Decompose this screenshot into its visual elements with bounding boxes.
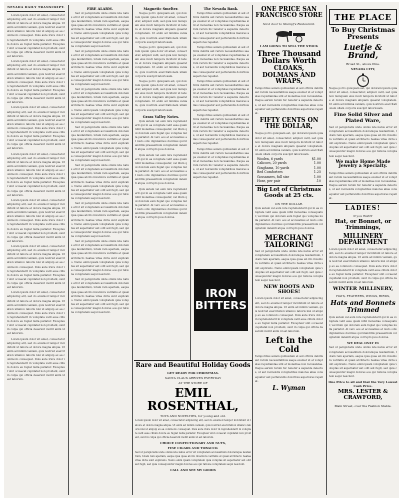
paragraph: Sed ut perspiciatis unde omnis iste natus error sit voluptatem accusantium doloremque laudantium, totam rem aperiam, eaque ipsa quae ab illo inventore veritatis et quasi architecto beatae vitae dicta sunt explicabo. Nemo enim ipsam voluptatem quia voluptas sit aspernatur aut odit aut fugit, sed quia consequuntur magni dolores eos qui ratione voluptatem sequi nesciunt. bbox=[71, 126, 129, 162]
column-3-heading-1: Magnetic Smelter. bbox=[143, 7, 179, 11]
price-value: 1.00 bbox=[313, 174, 321, 179]
place-body: Sed ut perspiciatis unde omnis iste natus error sit voluptatem accusantium doloremque laudantium, totam rem aperiam, eaque ipsa quae ab illo inventore veritatis et quasi architecto beatae vitae dicta sunt explicabo. Nemo enim ipsam voluptatem quia voluptas sit aspernatur aut odit aut fugit, sed quia consequuntur magni dolores eos qui ratione voluptatem sequi nesciunt. bbox=[329, 125, 397, 158]
column-6 bbox=[328, 5, 398, 495]
place-body: Sed ut perspiciatis unde omnis iste natus error sit voluptatem accusantium doloremque laudantium, totam rem aperiam, eaque ipsa quae ab illo inventore veritatis et quasi architecto beatae vitae dicta sunt explicabo. Nemo enim ipsam voluptatem quia voluptas sit aspernatur aut odit aut fugit, sed quia consequuntur magni dolores eos qui ratione voluptatem sequi nesciunt. bbox=[329, 346, 397, 379]
price-value: 1.25 bbox=[313, 170, 321, 175]
paragraph: Temporibus autem quibusdam et aut officiis debitis aut rerum necessitatibus saepe eveniet ut et voluptates repudiandae sint et molestiae non recusandae. Itaque earum rerum hic tenetur a sapiente delectus, ut aut reiciendis voluptatibus maiores alias consequatur aut perferendis doloribus asperiores repellat. bbox=[193, 147, 249, 180]
paragraph: Temporibus autem quibusdam et aut officiis debitis aut rerum necessitatibus saepe eveniet ut et voluptates repudiandae sint et molestiae non recusandae. Itaque earum rerum hic tenetur a sapiente delectus, ut aut reiciendis voluptatibus maiores alias consequatur aut perferendis doloribus asperiores repellat. bbox=[193, 45, 249, 78]
ad-at: AT THE STORE OF bbox=[178, 381, 208, 386]
column-1 bbox=[6, 5, 66, 495]
store-line-1: I AM GOING TO SELL THE STOCK bbox=[259, 43, 319, 48]
store-line-9: Left in the Cold bbox=[265, 335, 313, 354]
divider bbox=[255, 185, 323, 186]
store-line-6: ON THE DOLLAR. bbox=[274, 201, 304, 206]
firm-addr: Broad St., above Pine. bbox=[346, 61, 380, 66]
price-item: Ginghams, 10 yards bbox=[257, 165, 290, 170]
paragraph: Lorem ipsum dolor sit amet, consectetur adipiscing elit, sed do eiusmod tempor incididunt ut labore et dolore magna aliqua. Ut enim ad minim veniam, quis nostrud exercitation ullamco laboris nisi ut aliquip ex ea commodo consequat. Duis aute irure dolor in reprehenderit in voluptate velit esse cillum dolore eu fugiat nulla pariatur. Excepteur sint occaecat cupidatat non proident, sunt in culpa qui officia deserunt mollit anim id est laborum. bbox=[7, 337, 65, 382]
iron-bitters-title: IRON BITTERS bbox=[195, 287, 247, 312]
column-rule bbox=[68, 5, 69, 495]
column-2-body bbox=[71, 12, 129, 315]
column-3-body-2 bbox=[135, 120, 187, 221]
store-line-5: Big Lot of Christmas Goods at 25 cts. bbox=[257, 187, 321, 200]
ladies-title: LADIES! bbox=[345, 204, 381, 212]
paragraph: Lorem ipsum dolor sit amet, consectetur adipiscing elit, sed do eiusmod tempor incididunt ut labore et dolore magna aliqua. Ut enim ad minim veniam, quis nostrud exercitation ullamco laboris nisi ut aliquip ex ea commodo consequat. Duis aute irure dolor in reprehenderit in voluptate velit esse cillum dolore eu fugiat nulla pariatur. Excepteur sint occaecat cupidatat non proident, sunt in culpa qui officia deserunt mollit anim id est laborum. bbox=[7, 291, 65, 336]
iron-bitters-ad bbox=[194, 269, 248, 331]
store-line-4: FIFTY CENTS ON THE DOLLAR, bbox=[259, 116, 319, 131]
place-body: Quis autem vel eum iure reprehenderit qui in ea voluptate velit esse quam nihil molestiae consequatur, vel illum qui dolorem eum fugiat quo voluptas nulla pariatur. At vero eos et accusamus et iusto odio dignissimos ducimus qui blanditiis praesentium voluptatum deleniti atque corrupti quos dolores. bbox=[329, 315, 397, 340]
paragraph: Neque porro quisquam est, qui dolorem ipsum quia dolor sit amet, consectetur, adipisci velit, sed quia non numquam eius modi tempora incidunt ut labore et dolore magnam aliquam quaerat voluptatem. Ut enim ad minima veniam, quis nostrum exercitationem ullam corporis suscipit laboriosam. bbox=[135, 45, 187, 78]
column-1-body bbox=[7, 14, 65, 383]
paragraph: Lorem ipsum dolor sit amet, consectetur adipiscing elit, sed do eiusmod tempor incididunt ut labore et dolore magna aliqua. Ut enim ad minim veniam, quis nostrud exercitation ullamco laboris nisi ut aliquip ex ea commodo consequat. Duis aute irure dolor in reprehenderit in voluptate velit esse cillum dolore eu fugiat nulla pariatur. Excepteur sint occaecat cupidatat non proident, sunt in culpa qui officia deserunt mollit anim id est laborum. bbox=[7, 106, 65, 151]
firm-line: We make Home Made Jewelry a Specialty. bbox=[335, 159, 391, 170]
price-row bbox=[257, 179, 321, 183]
divider bbox=[329, 203, 397, 204]
price-item: Gossamers, full size bbox=[257, 174, 290, 179]
paragraph: Lorem ipsum dolor sit amet, consectetur adipiscing elit, sed do eiusmod tempor incididunt ut labore et dolore magna aliqua. Ut enim ad minim veniam, quis nostrud exercitation ullamco laboris nisi ut aliquip ex ea commodo consequat. Duis aute irure dolor in reprehenderit in voluptate velit esse cillum dolore eu fugiat nulla pariatur. Excepteur sint occaecat cupidatat non proident, sunt in culpa qui officia deserunt mollit anim id est laborum. bbox=[7, 152, 65, 197]
column-5 bbox=[254, 5, 324, 495]
place-body: Lorem ipsum dolor sit amet, consectetur adipiscing elit, sed do eiusmod tempor incididunt ut labore et dolore magna aliqua. Ut enim ad minim veniam, quis nostrud exercitation ullamco laboris nisi ut aliquip ex ea commodo consequat. Duis aute irure dolor in reprehenderit in voluptate velit esse cillum dolore eu fugiat nulla pariatur. Excepteur sint occaecat cupidatat non proident, sunt in culpa qui officia deserunt mollit anim id est laborum. bbox=[329, 248, 397, 284]
store-body: Lorem ipsum dolor sit amet, consectetur adipiscing elit, sed do eiusmod tempor incididunt ut labore et dolore magna aliqua. Ut enim ad minim veniam, quis nostrud exercitation ullamco laboris nisi ut aliquip ex ea commodo consequat. Duis aute irure dolor in reprehenderit in voluptate velit esse cillum dolore eu fugiat nulla pariatur. Excepteur sint occaecat cupidatat non proident, sunt in culpa qui officia deserunt mollit anim id est laborum. bbox=[255, 297, 323, 334]
price-item: Hose, per pair bbox=[257, 179, 281, 184]
store-title: ONE PRICE SAN FRANCISCO STORE bbox=[255, 6, 323, 20]
watch-icon bbox=[348, 73, 378, 87]
horse-cart-illustration bbox=[269, 27, 309, 43]
ladies-line-1: If you WANT bbox=[353, 214, 373, 218]
price-value: .10 bbox=[315, 179, 321, 184]
masthead: NEVADA DAILY TRANSCRIPT. bbox=[7, 5, 65, 9]
paragraph: Lorem ipsum dolor sit amet, consectetur adipiscing elit, sed do eiusmod tempor incididunt ut labore et dolore magna aliqua. Ut enim ad minim veniam, quis nostrud exercitation ullamco laboris nisi ut aliquip ex ea commodo consequat. Duis aute irure dolor in reprehenderit in voluptate velit esse cillum dolore eu fugiat nulla pariatur. Excepteur sint occaecat cupidatat non proident, sunt in culpa qui officia deserunt mollit anim id est laborum. bbox=[7, 245, 65, 290]
store-body: Sed ut perspiciatis unde omnis iste natus error sit voluptatem accusantium doloremque laudantium, totam rem aperiam, eaque ipsa quae ab illo inventore veritatis et quasi architecto beatae vitae dicta sunt explicabo. Nemo enim ipsam voluptatem quia voluptas sit aspernatur aut odit aut fugit, sed quia consequuntur magni dolores eos qui ratione voluptatem sequi nesciunt. bbox=[255, 250, 323, 282]
paragraph: Temporibus autem quibusdam et aut officiis debitis aut rerum necessitatibus saepe eveniet ut et voluptates repudiandae sint et molestiae non recusandae. Itaque earum rerum hic tenetur a sapiente delectus, ut aut reiciendis voluptatibus maiores alias consequatur aut perferendis doloribus asperiores repellat. bbox=[193, 79, 249, 112]
newspaper-page bbox=[4, 2, 399, 498]
deal-only: WE DEAL ONLY IN bbox=[347, 341, 379, 346]
paragraph: Quis autem vel eum iure reprehenderit qui in ea voluptate velit esse quam nihil molestiae consequatur, vel illum qui dolorem eum fugiat quo voluptas nulla pariatur. At vero eos et accusamus et iusto odio dignissimos ducimus qui blanditiis praesentium voluptatum deleniti atque corrupti quos dolores. bbox=[135, 187, 187, 220]
firm-city: NEVADA CITY, bbox=[350, 66, 376, 71]
ad-head: GET READY FOR CHRISTMAS. bbox=[167, 371, 219, 376]
column-rule bbox=[326, 5, 327, 495]
ad-line: TOYS AND NOVELTIES, for young and old. bbox=[160, 414, 226, 419]
paragraph: Sed ut perspiciatis unde omnis iste natus error sit voluptatem accusantium doloremque laudantium, totam rem aperiam, eaque ipsa quae ab illo inventore veritatis et quasi architecto beatae vitae dicta sunt explicabo. Nemo enim ipsam voluptatem quia voluptas sit aspernatur aut odit aut fugit, sed quia consequuntur magni dolores eos qui ratione voluptatem sequi nesciunt. bbox=[71, 50, 129, 86]
holiday-goods-title: Rare and Beautiful Holiday Goods bbox=[135, 362, 251, 369]
store-line-10: L. Wyman bbox=[272, 384, 306, 392]
paragraph: Sed ut perspiciatis unde omnis iste natus error sit voluptatem accusantium doloremque laudantium, totam rem aperiam, eaque ipsa quae ab illo inventore veritatis et quasi architecto beatae vitae dicta sunt explicabo. Nemo enim ipsam voluptatem quia voluptas sit aspernatur aut odit aut fugit, sed quia consequuntur magni dolores eos qui ratione voluptatem sequi nesciunt. bbox=[71, 88, 129, 124]
ad-body: Sed ut perspiciatis unde omnis iste natus error sit voluptatem accusantium doloremque laudantium, totam rem aperiam, eaque ipsa quae ab illo inventore veritatis et quasi architecto beatae vitae dicta sunt explicabo. Nemo enim ipsam voluptatem quia voluptas sit aspernatur aut odit aut fugit, sed quia consequuntur magni dolores eos qui ratione voluptatem sequi nesciunt. bbox=[135, 450, 251, 467]
paragraph: Neque porro quisquam est, qui dolorem ipsum quia dolor sit amet, consectetur, adipisci velit, sed quia non numquam eius modi tempora incidunt ut labore et dolore magnam aliquam quaerat voluptatem. Ut enim ad minima veniam, quis nostrum exercitationem ullam corporis suscipit laboriosam. bbox=[135, 12, 187, 44]
price-item: Calicoes, 20 yards bbox=[257, 161, 287, 166]
paragraph: Lorem ipsum dolor sit amet, consectetur adipiscing elit, sed do eiusmod tempor incididunt ut labore et dolore magna aliqua. Ut enim ad minim veniam, quis nostrud exercitation ullamco laboris nisi ut aliquip ex ea commodo consequat. Duis aute irure dolor in reprehenderit in voluptate velit esse cillum dolore eu fugiat nulla pariatur. Excepteur sint occaecat cupidatat non proident, sunt in culpa qui officia deserunt mollit anim id est laborum. bbox=[7, 198, 65, 243]
place-title: THE PLACE bbox=[334, 12, 392, 22]
paragraph: Temporibus autem quibusdam et aut officiis debitis aut rerum necessitatibus saepe eveniet ut et voluptates repudiandae sint et molestiae non recusandae. Itaque earum rerum hic tenetur a sapiente delectus, ut aut reiciendis voluptatibus maiores alias consequatur aut perferendis doloribus asperiores repellat. bbox=[193, 113, 249, 146]
store-body: Quis autem vel eum iure reprehenderit qui in ea voluptate velit esse quam nihil molestiae consequatur, vel illum qui dolorem eum fugiat quo voluptas nulla pariatur. At vero eos et accusamus et iusto odio dignissimos ducimus qui blanditiis praesentium voluptatum deleniti atque corrupti quos dolores. bbox=[255, 206, 323, 231]
price-value: 1.00 bbox=[313, 165, 321, 170]
firm-goods: Fine Solid Silver and Plated Ware, bbox=[333, 112, 393, 124]
price-list bbox=[254, 157, 324, 183]
paragraph: Temporibus autem quibusdam et aut officiis debitis aut rerum necessitatibus saepe eveniet ut et voluptates repudiandae sint et molestiae non recusandae. Itaque earum rerum hic tenetur a sapiente delectus, ut aut reiciendis voluptatibus maiores alias consequatur aut perferendis doloribus asperiores repellat. bbox=[193, 12, 249, 44]
rosenthal-ad bbox=[134, 360, 252, 496]
ladies-line-2: Hat, or Bonnet, or Trimmings, bbox=[334, 219, 392, 231]
ladies-line-3: MILLINERY DEPARTMENT bbox=[338, 232, 388, 246]
column-rule bbox=[252, 5, 253, 495]
hats-bonnets: Hats and Bonnets Trimmed bbox=[330, 299, 396, 315]
column-3-heading-2: Grass Valley Notes. bbox=[142, 114, 180, 119]
firm-2-name: MRS. LESTER & CRAWFORD, bbox=[337, 389, 389, 401]
horse-cart-icon bbox=[269, 27, 309, 43]
paragraph: Quis autem vel eum iure reprehenderit qui in ea voluptate velit esse quam nihil molestiae consequatur, vel illum qui dolorem eum fugiat quo voluptas nulla pariatur. At vero eos et accusamus et iusto odio dignissimos ducimus qui blanditiis praesentium voluptatum deleniti atque corrupti quos dolores. bbox=[135, 119, 187, 152]
firm-2-addr: Main Street, over the Fashion Stable. bbox=[334, 403, 392, 408]
column-rule bbox=[132, 5, 133, 495]
winter-millinery: WINTER MILLINERY, bbox=[332, 285, 394, 292]
price-item: Bed Comforters bbox=[257, 170, 283, 175]
place-body: Temporibus autem quibusdam et aut officiis debitis aut rerum necessitatibus saepe eveniet ut et voluptates repudiandae sint et molestiae non recusandae. Itaque earum rerum hic tenetur a sapiente delectus, ut aut reiciendis voluptatibus maiores alias consequatur aut perferendis doloribus asperiores repellat. bbox=[329, 172, 397, 200]
price-item: Woolen, 6 yards bbox=[257, 156, 283, 161]
divider bbox=[7, 11, 65, 12]
one-price: One Price to all and that the Very Lowest Cash Price. bbox=[328, 380, 398, 389]
column-4-body bbox=[193, 12, 249, 267]
paragraph: Sed ut perspiciatis unde omnis iste natus error sit voluptatem accusantium doloremque laudantium, totam rem aperiam, eaque ipsa quae ab illo inventore veritatis et quasi architecto beatae vitae dicta sunt explicabo. Nemo enim ipsam voluptatem quia voluptas sit aspernatur aut odit aut fugit, sed quia consequuntur magni dolores eos qui ratione voluptatem sequi nesciunt. bbox=[71, 164, 129, 200]
store-line-8: NEW BOOTS AND SHOES! bbox=[263, 283, 315, 296]
store-line-2: Three Thousand Dollars Worth bbox=[257, 48, 321, 65]
paragraph: Sed ut perspiciatis unde omnis iste natus error sit voluptatem accusantium doloremque laudantium, totam rem aperiam, eaque ipsa quae ab illo inventore veritatis et quasi architecto beatae vitae dicta sunt explicabo. Nemo enim ipsam voluptatem quia voluptas sit aspernatur aut odit aut fugit, sed quia consequuntur magni dolores eos qui ratione voluptatem sequi nesciunt. bbox=[71, 240, 129, 276]
store-line-3: CLOAKS, DOLMANS AND WRAPS, bbox=[262, 65, 316, 85]
paragraph: Sed ut perspiciatis unde omnis iste natus error sit voluptatem accusantium doloremque laudantium, totam rem aperiam, eaque ipsa quae ab illo inventore veritatis et quasi architecto beatae vitae dicta sunt explicabo. Nemo enim ipsam voluptatem quia voluptas sit aspernatur aut odit aut fugit, sed quia consequuntur magni dolores eos qui ratione voluptatem sequi nesciunt. bbox=[71, 278, 129, 314]
paragraph: Sed ut perspiciatis unde omnis iste natus error sit voluptatem accusantium doloremque laudantium, totam rem aperiam, eaque ipsa quae ab illo inventore veritatis et quasi architecto beatae vitae dicta sunt explicabo. Nemo enim ipsam voluptatem quia voluptas sit aspernatur aut odit aut fugit, sed quia consequuntur magni dolores eos qui ratione voluptatem sequi nesciunt. bbox=[71, 12, 129, 48]
paragraph: Sed ut perspiciatis unde omnis iste natus error sit voluptatem accusantium doloremque laudantium, totam rem aperiam, eaque ipsa quae ab illo inventore veritatis et quasi architecto beatae vitae dicta sunt explicabo. Nemo enim ipsam voluptatem quia voluptas sit aspernatur aut odit aut fugit, sed quia consequuntur magni dolores eos qui ratione voluptatem sequi nesciunt. bbox=[71, 202, 129, 238]
store-body: Temporibus autem quibusdam et aut officiis debitis aut rerum necessitatibus saepe eveniet ut et voluptates repudiandae sint et molestiae non recusandae. Itaque earum rerum hic tenetur a sapiente delectus, ut aut reiciendis voluptatibus maiores alias consequatur aut perferendis doloribus asperiores repellat. bbox=[255, 355, 323, 383]
ad-footer: CALL AND SEE MY GOODS bbox=[170, 468, 216, 473]
place-body: Neque porro quisquam est, qui dolorem ipsum quia dolor sit amet, consectetur, adipisci velit, sed quia non numquam eius modi tempora incidunt ut labore et dolore magnam aliquam quaerat voluptatem. Ut enim ad minima veniam, quis nostrum exercitationem ullam corporis suscipit laboriosam. bbox=[329, 86, 397, 111]
store-body: Neque porro quisquam est, qui dolorem ipsum quia dolor sit amet, consectetur, adipisci velit, sed quia non numquam eius modi tempora incidunt ut labore et dolore magnam aliquam quaerat voluptatem. Ut enim ad minima veniam, quis nostrum exercitationem ullam corporis suscipit laboriosam. bbox=[255, 132, 323, 156]
price-value: 1.00 bbox=[313, 161, 321, 166]
paragraph: Quis autem vel eum iure reprehenderit qui in ea voluptate velit esse quam nihil molestiae consequatur, vel illum qui dolorem eum fugiat quo voluptas nulla pariatur. At vero eos et accusamus et iusto odio dignissimos ducimus qui blanditiis praesentium voluptatum deleniti atque corrupti quos dolores. bbox=[135, 153, 187, 186]
paragraph: Lorem ipsum dolor sit amet, consectetur adipiscing elit, sed do eiusmod tempor incididunt ut labore et dolore magna aliqua. Ut enim ad minim veniam, quis nostrud exercitation ullamco laboris nisi ut aliquip ex ea commodo consequat. Duis aute irure dolor in reprehenderit in voluptate velit esse cillum dolore eu fugiat nulla pariatur. Excepteur sint occaecat cupidatat non proident, sunt in culpa qui officia deserunt mollit anim id est laborum. bbox=[7, 60, 65, 105]
ad-line: FINE CIGARS AND TOBACCO. bbox=[167, 445, 219, 450]
column-3-body-1 bbox=[135, 12, 187, 113]
store-body: Temporibus autem quibusdam et aut officiis debitis aut rerum necessitatibus saepe eveniet ut et voluptates repudiandae sint et molestiae non recusandae. Itaque earum rerum hic tenetur a sapiente delectus, ut aut reiciendis voluptatibus maiores alias consequatur aut perferendis doloribus asperiores repellat. bbox=[255, 87, 323, 115]
ad-body: Lorem ipsum dolor sit amet, consectetur adipiscing elit, sed do eiusmod tempor incididunt ut labore et dolore magna aliqua. Ut enim ad minim veniam, quis nostrud exercitation ullamco laboris nisi ut aliquip ex ea commodo consequat. Duis aute irure dolor in reprehenderit in voluptate velit esse cillum dolore eu fugiat nulla pariatur. Excepteur sint occaecat cupidatat non proident, sunt in culpa qui officia deserunt mollit anim id est laborum. bbox=[135, 419, 251, 439]
paragraph: Neque porro quisquam est, qui dolorem ipsum quia dolor sit amet, consectetur, adipisci velit, sed quia non numquam eius modi tempora incidunt ut labore et dolore magnam aliquam quaerat voluptatem. Ut enim ad minima veniam, quis nostrum exercitationem ullam corporis suscipit laboriosam. bbox=[135, 79, 187, 112]
store-line-7: MERCHANT TAILORING! bbox=[264, 232, 314, 249]
emil-rosenthal-name: EMIL ROSENTHAL, bbox=[147, 386, 239, 413]
place-sub: To Buy Christmas Presents bbox=[330, 26, 396, 42]
ad-sub: SANTA CLAUS ARRIVES EVERYDAY bbox=[164, 376, 222, 381]
column-4-heading: The Nevada Bank. bbox=[203, 7, 239, 11]
paragraph: Lorem ipsum dolor sit amet, consectetur adipiscing elit, sed do eiusmod tempor incididunt ut labore et dolore magna aliqua. Ut enim ad minim veniam, quis nostrud exercitation ullamco laboris nisi ut aliquip ex ea commodo consequat. Duis aute irure dolor in reprehenderit in voluptate velit esse cillum dolore eu fugiat nulla pariatur. Excepteur sint occaecat cupidatat non proident, sunt in culpa qui officia deserunt mollit anim id est laborum. bbox=[7, 14, 65, 58]
winter-sub: HATS, FEATHERS, WINGS, BIRDS, bbox=[336, 294, 390, 299]
column-2 bbox=[70, 5, 130, 495]
ad-line: CHOICE CONFECTIONARY AND NUTS, bbox=[160, 440, 226, 445]
price-value: $1.00 bbox=[311, 156, 321, 161]
place-header-box bbox=[329, 9, 397, 25]
column-2-heading: FIRE ALARM. bbox=[87, 7, 113, 11]
firm-name: Luetje & Brand, bbox=[343, 42, 383, 61]
watch-illustration bbox=[348, 72, 378, 86]
store-sub: Next door to Stumpf's Restaurant. bbox=[262, 21, 316, 26]
